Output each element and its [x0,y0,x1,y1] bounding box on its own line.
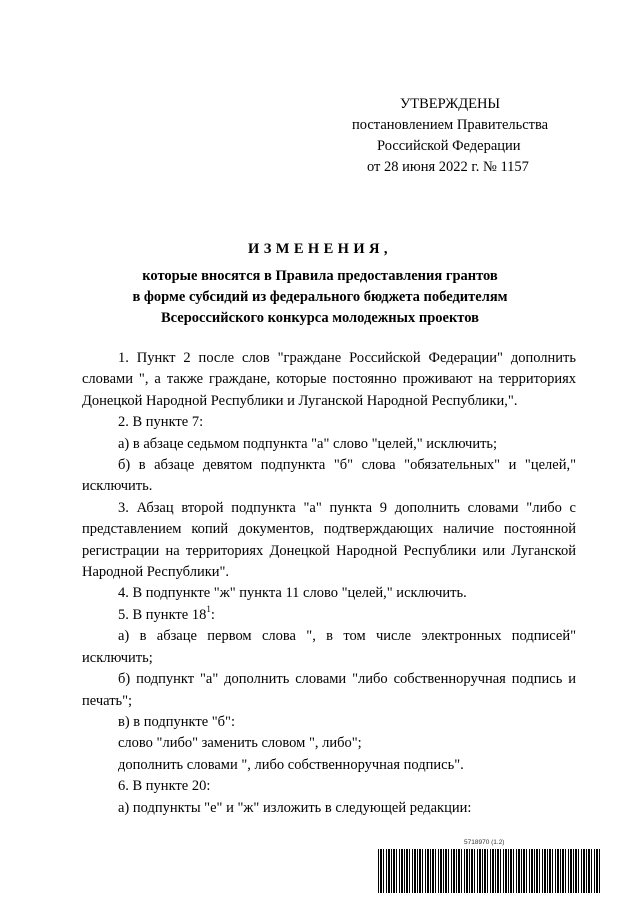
document-subtitle [0,266,640,329]
subtitle-line: в форме субсидий из федерального бюджета победителям [132,289,508,305]
document-body [82,348,576,819]
paragraph: 4. В подпункте "ж" пункта 11 слово "целей," исключить. [118,585,467,602]
paragraph: а) в абзаце первом слова ", в том числе электронных подписей" исключить; [82,628,576,666]
paragraph: в) в подпункте "б": [118,713,236,730]
paragraph-text: 5. В пункте 18 [118,606,207,623]
paragraph: а) подпункты "е" и "ж" изложить в следующей редакции: [118,799,472,816]
paragraph: б) в абзаце девятом подпункта "б" слова "обязательных" и "целей," исключить. [82,457,576,495]
paragraph: слово "либо" заменить словом ", либо"; [118,735,362,752]
barcode-number: 5718970 (1.2) [464,839,505,846]
paragraph: а) в абзаце седьмом подпункта "а" слово "целей," исключить; [118,435,498,452]
paragraph: 3. Абзац второй подпункта "а" пункта 9 дополнить словами "либо с представлением копий документов, подтверждающих наличие постоянной регистрации на территориях Донецкой Народной Республики или Луганской Народной Республики". [82,499,576,581]
document-barcode [378,838,600,893]
paragraph: б) подпункт "а" дополнить словами "либо собственноручная подпись и печать"; [82,671,576,709]
approval-line-3: Российской Федерации [377,138,521,154]
barcode-icon [378,849,600,893]
document-title: ИЗМЕНЕНИЯ, [248,241,392,257]
paragraph [82,605,576,626]
approval-line-4: от 28 июня 2022 г. № 1157 [367,159,529,175]
approval-line-2: постановлением Правительства [352,117,549,133]
paragraph: 6. В пункте 20: [118,778,211,795]
paragraph-colon: : [210,606,215,623]
paragraph: 2. В пункте 7: [118,414,204,431]
superscript: 1 [206,604,211,615]
paragraph: 1. Пункт 2 после слов "граждане Российской Федерации" дополнить словами ", а также граждане, которые постоянно проживают на территориях Донецкой Народной Республики и Луганской Народной Республики,". [82,350,576,409]
subtitle-line: которые вносятся в Правила предоставления грантов [142,268,498,284]
subtitle-line: Всероссийского конкурса молодежных проектов [161,310,479,326]
approval-line-1: УТВЕРЖДЕНЫ [400,96,501,112]
paragraph: дополнить словами ", либо собственноручная подпись". [118,756,464,773]
approval-stamp [352,94,562,178]
